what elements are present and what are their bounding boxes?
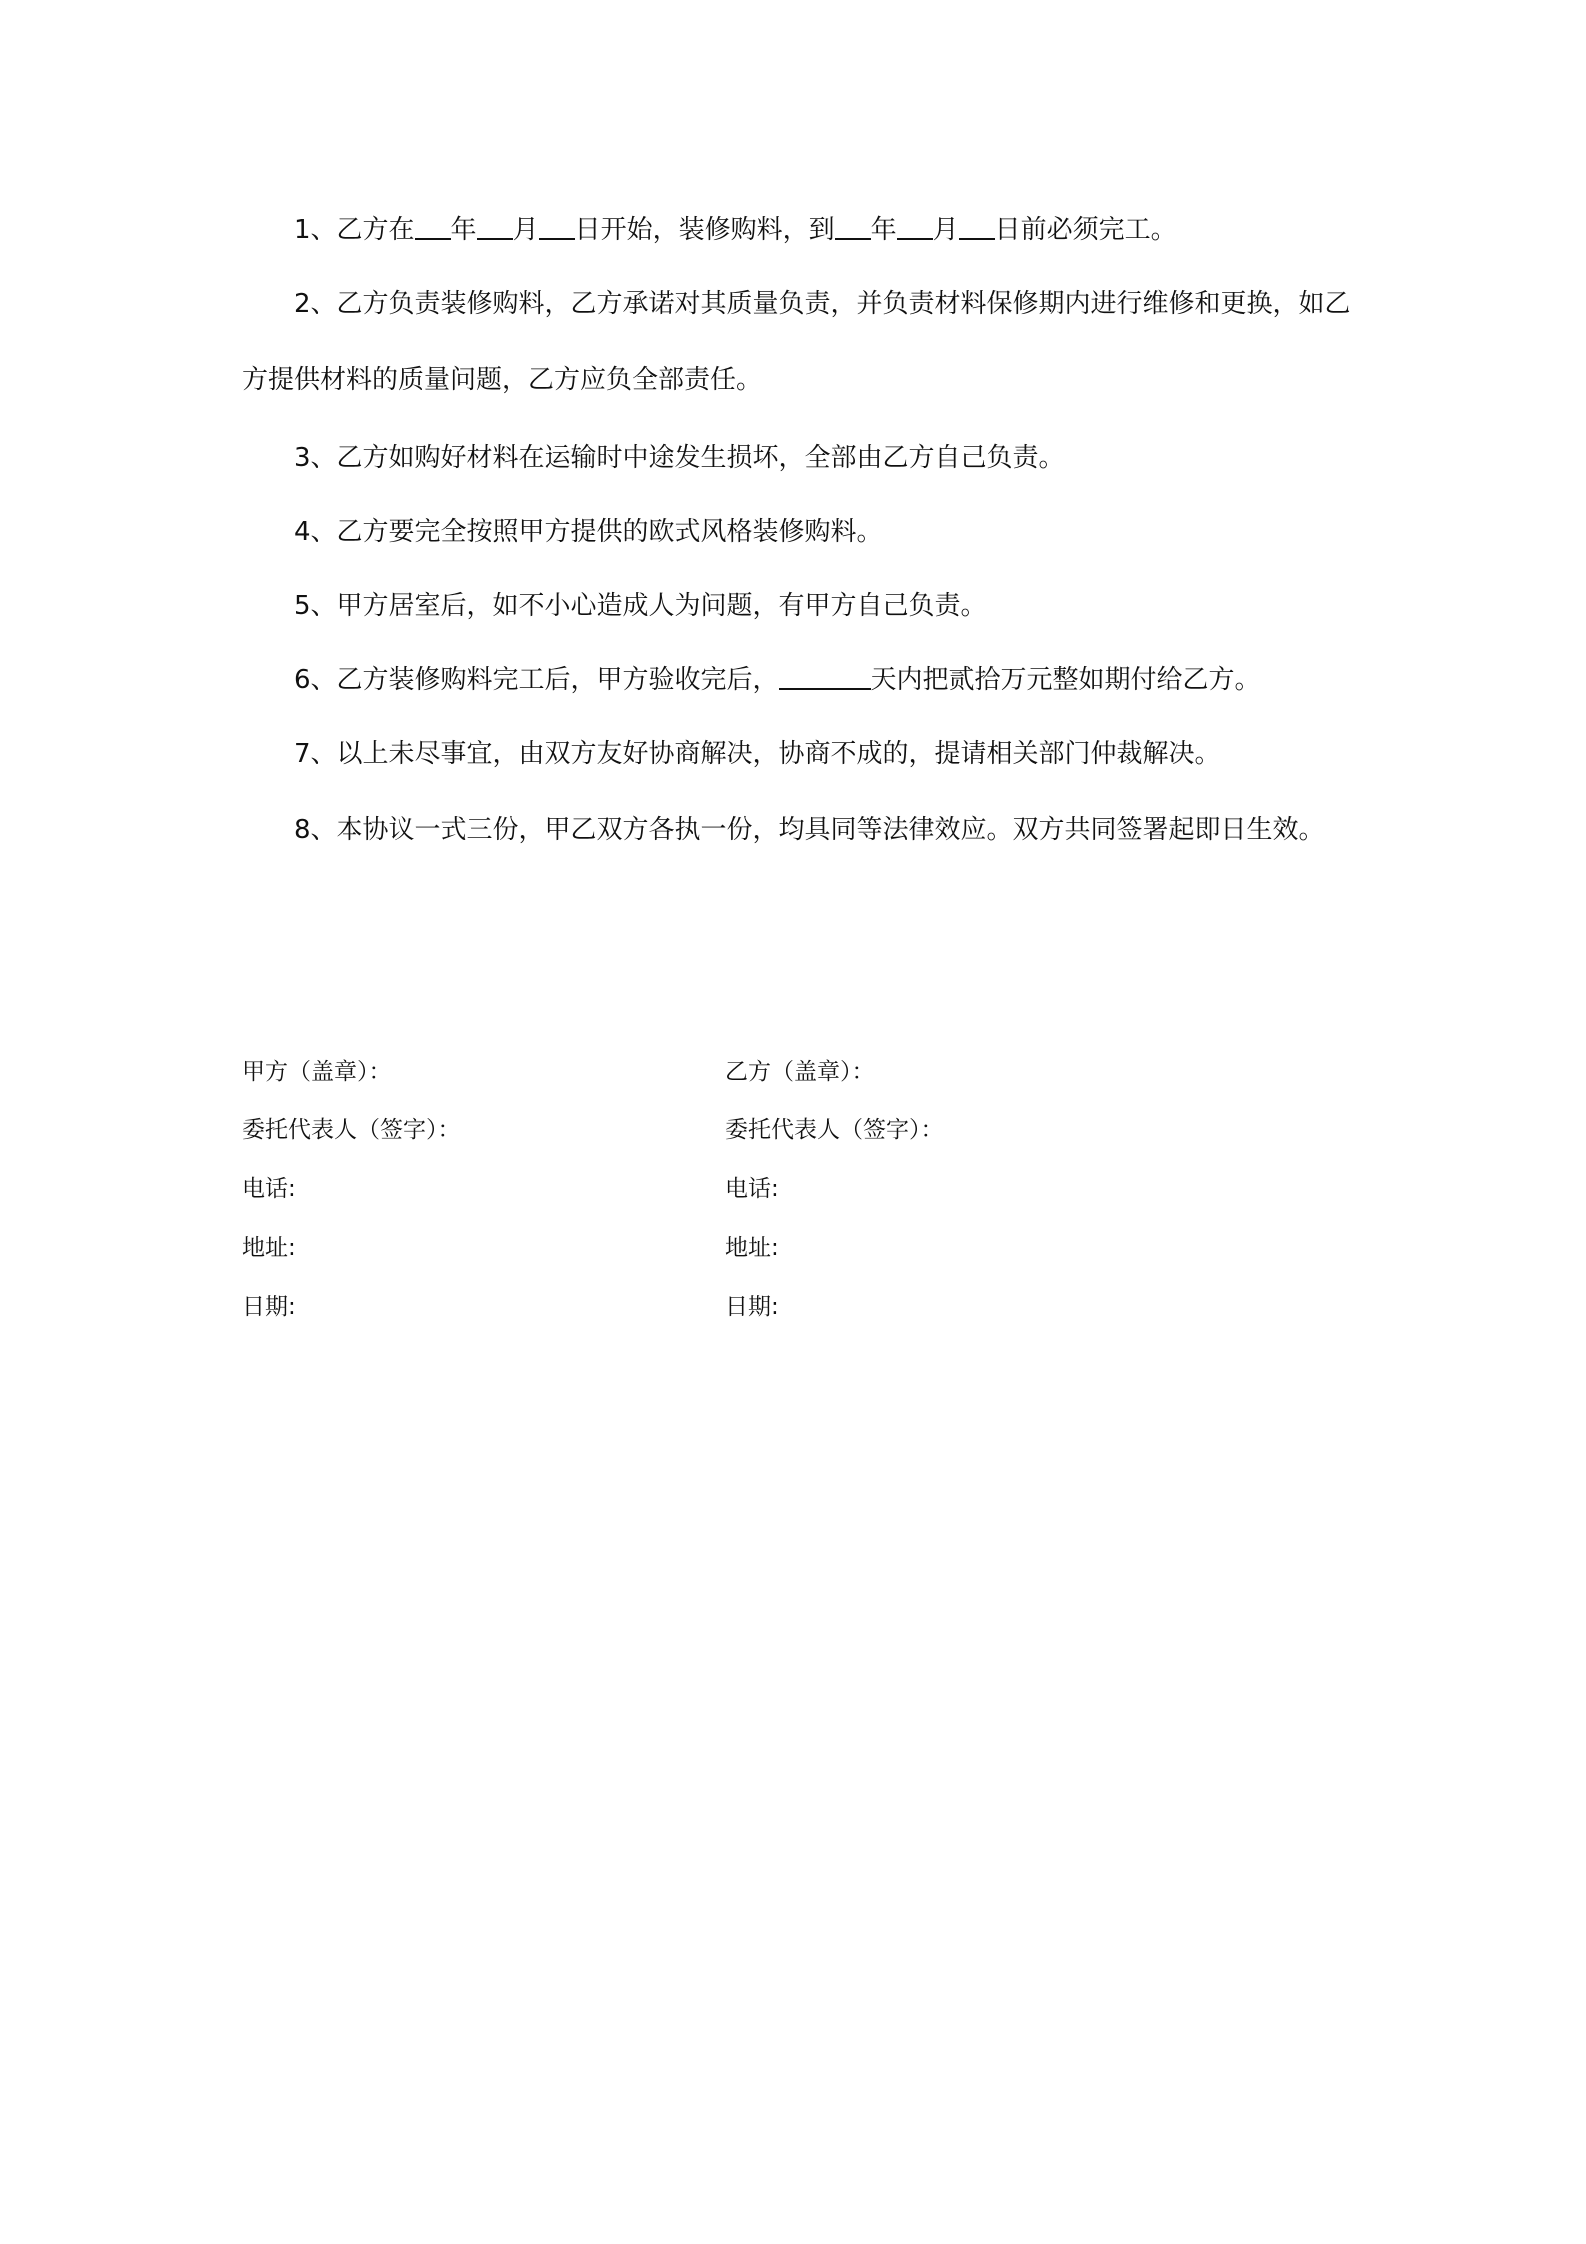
clause-6-text-start: 6、乙方装修购料完工后，甲方验收完后， — [294, 665, 779, 695]
clause-3: 3、乙方如购好材料在运输时中途发生损坏，全部由乙方自己负责。 — [294, 443, 1065, 473]
clause-1 — [294, 210, 1414, 250]
clause-1-month-label: 月 — [512, 215, 539, 245]
party-a-address-label: 地址: — [242, 1235, 296, 1261]
clause-1-text-middle: 日开始，装修购料，到 — [574, 215, 835, 245]
clause-8: 8、本协议一式三份，甲乙双方各执一份，均具同等法律效应。双方共同签署起即日生效。 — [294, 815, 1325, 845]
party-a-representative-label: 委托代表人（签字）： — [242, 1117, 461, 1143]
clause-1-end-year-label: 年 — [870, 215, 897, 245]
party-b-phone-label: 电话: — [725, 1176, 779, 1202]
clause-5: 5、甲方居室后，如不小心造成人为问题，有甲方自己负责。 — [294, 591, 987, 621]
clause-2: 2、乙方负责装修购料，乙方承诺对其质量负责，并负责材料保修期内进行维修和更换，如乙方提供材料的质量问题，乙方应负全部责任。 — [242, 289, 1351, 395]
clause-7: 7、以上未尽事宜，由双方友好协商解决，协商不成的，提请相关部门仲裁解决。 — [294, 739, 1221, 769]
party-a-phone-label: 电话: — [242, 1176, 296, 1202]
party-a-seal-label: 甲方（盖章）： — [242, 1059, 392, 1085]
year-blank — [415, 212, 451, 240]
clause-6-text-end: 天内把贰拾万元整如期付给乙方。 — [870, 665, 1261, 695]
end-year-blank — [835, 212, 871, 240]
day-blank — [539, 212, 575, 240]
end-day-blank — [959, 212, 995, 240]
clause-4: 4、乙方要完全按照甲方提供的欧式风格装修购料。 — [294, 517, 883, 547]
clause-1-year-label: 年 — [450, 215, 477, 245]
clause-1-text-start: 1、乙方在 — [294, 215, 415, 245]
party-b-seal-label: 乙方（盖章）： — [725, 1059, 875, 1085]
clause-1-end-month-label: 月 — [932, 215, 959, 245]
month-blank — [477, 212, 513, 240]
clause-6 — [294, 660, 1414, 700]
days-blank — [779, 662, 871, 690]
party-b-representative-label: 委托代表人（签字）： — [725, 1117, 944, 1143]
clause-1-text-end: 日前必须完工。 — [994, 215, 1177, 245]
party-a-date-label: 日期: — [242, 1294, 296, 1320]
end-month-blank — [897, 212, 933, 240]
party-b-address-label: 地址: — [725, 1235, 779, 1261]
party-b-date-label: 日期: — [725, 1294, 779, 1320]
